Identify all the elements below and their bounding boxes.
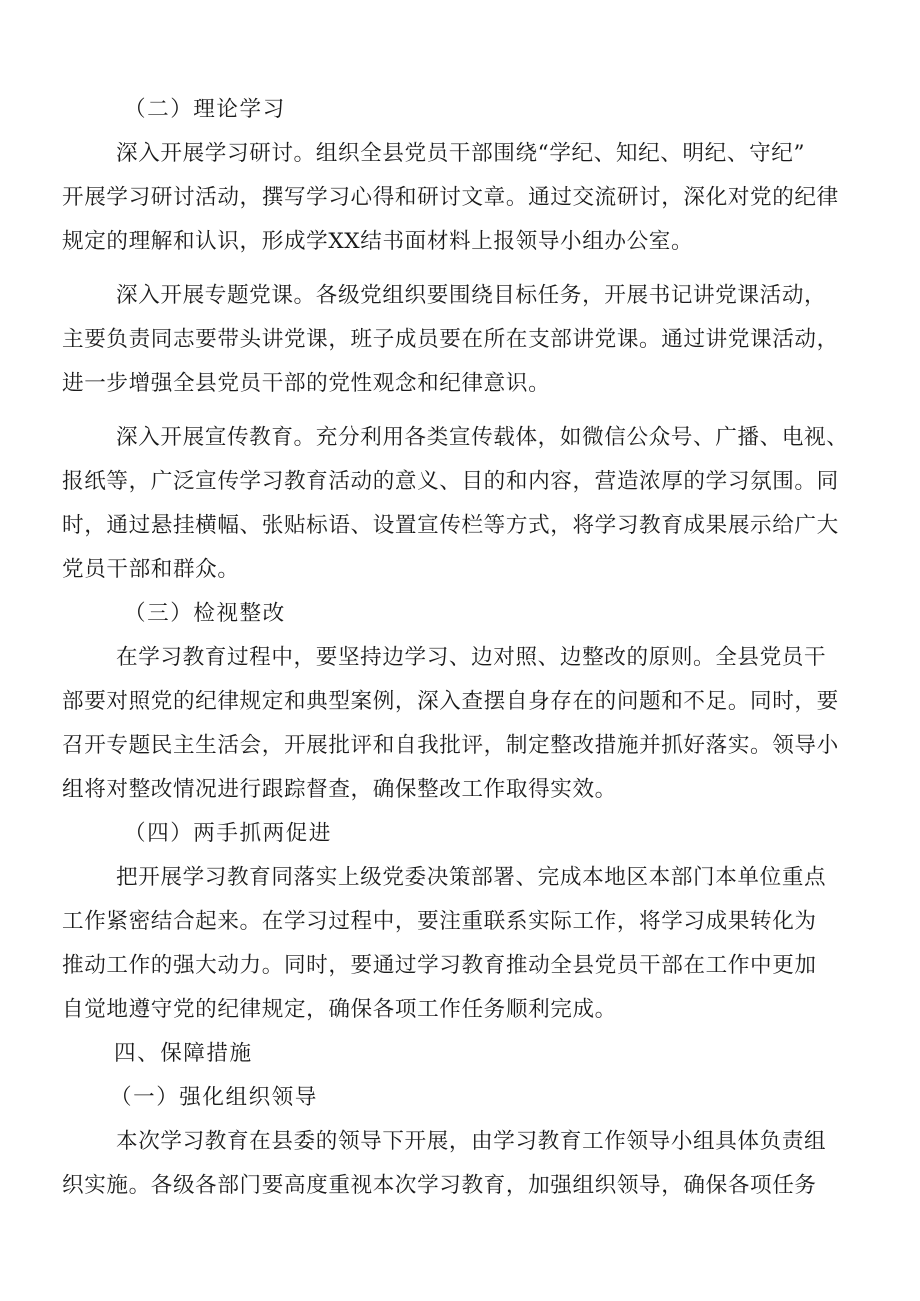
paragraph-study-seminar [62,132,862,264]
section-heading-strengthen-leadership: （一）强化组织领导 [110,1085,318,1110]
section-heading-safeguard-measures: 四、保障措施 [114,1041,253,1066]
paragraph-dual-promotion [62,856,862,1032]
paragraph-line: 织实施。各级各部门要高度重视本次学习教育，加强组织领导，确保各项任务 [62,1173,817,1198]
paragraph-line: 报纸等，广泛宣传学习教育活动的意义、目的和内容，营造浓厚的学习氛围。同 [62,469,839,494]
paragraph-line: 组将对整改情况进行跟踪督查，确保整改工作取得实效。 [62,777,617,802]
paragraph-line: 时，通过悬挂横幅、张贴标语、设置宣传栏等方式，将学习教育成果展示给广大 [62,513,839,538]
paragraph-line: 把开展学习教育同落实上级党委决策部署、完成本地区本部门本单位重点 [116,865,827,890]
paragraph-line: 主要负责同志要带头讲党课，班子成员要在所在支部讲党课。通过讲党课活动， [62,327,839,352]
paragraph-party-lecture [62,274,862,406]
paragraph-line: 推动工作的强大动力。同时，要通过学习教育推动全县党员干部在工作中更加 [62,953,817,978]
paragraph-line: 深入开展学习研讨。组织全县党员干部围绕“学纪、知纪、明纪、守纪” [116,141,806,166]
paragraph-line: 开展学习研讨活动，撰写学习心得和研讨文章。通过交流研讨，深化对党的纪律 [62,185,839,210]
paragraph-publicity-education [62,416,862,592]
section-heading-dual-promotion: （四）两手抓两促进 [124,821,332,846]
paragraph-leadership [62,1120,862,1208]
paragraph-line: 党员干部和群众。 [62,557,240,582]
document-body [62,88,862,1208]
paragraph-rectification [62,636,862,812]
paragraph-line: 深入开展宣传教育。充分利用各类宣传载体，如微信公众号、广播、电视、 [116,425,849,450]
paragraph-line: 深入开展专题党课。各级党组织要围绕目标任务，开展书记讲党课活动， [116,283,827,308]
paragraph-line: 工作紧密结合起来。在学习过程中，要注重联系实际工作，将学习成果转化为 [62,909,817,934]
section-heading-inspection-rectification: （三）检视整改 [124,601,286,626]
paragraph-line: 部要对照党的纪律规定和典型案例，深入查摆自身存在的问题和不足。同时，要 [62,689,839,714]
paragraph-line: 自觉地遵守党的纪律规定，确保各项工作任务顺利完成。 [62,997,617,1022]
paragraph-line: 在学习教育过程中，要坚持边学习、边对照、边整改的原则。全县党员干 [116,645,827,670]
section-heading-theory-study: （二）理论学习 [124,97,286,122]
paragraph-line: 进一步增强全县党员干部的党性观念和纪律意识。 [62,371,551,396]
paragraph-line: 召开专题民主生活会，开展批评和自我批评，制定整改措施并抓好落实。领导小 [62,733,839,758]
paragraph-line: 本次学习教育在县委的领导下开展，由学习教育工作领导小组具体负责组 [116,1129,827,1154]
paragraph-line: 规定的理解和认识，形成学XX结书面材料上报领导小组办公室。 [62,229,694,254]
